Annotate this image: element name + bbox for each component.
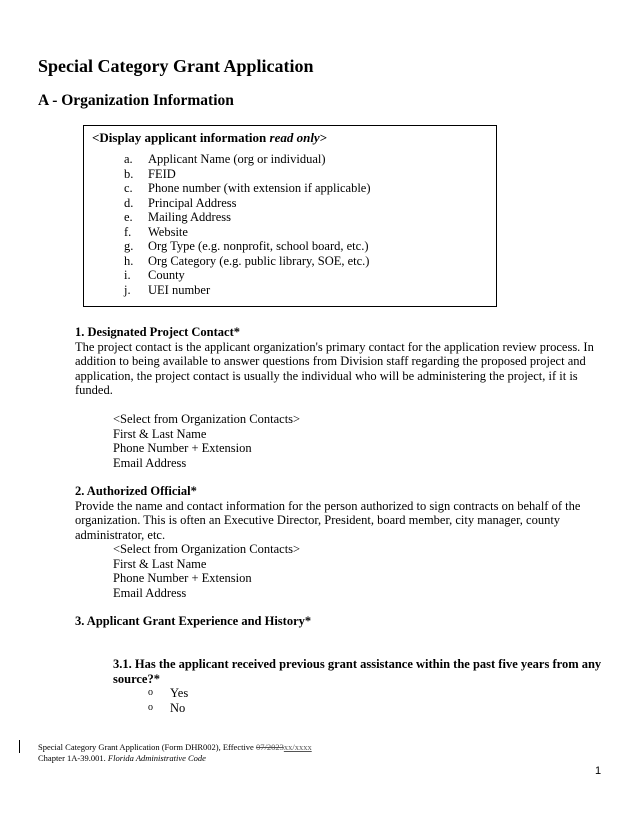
question-2-fields (113, 542, 300, 600)
list-item: d. Principal Address (124, 195, 237, 210)
list-item: j. UEI number (124, 282, 211, 297)
contact-select-field[interactable]: <Select from Organization Contacts> (113, 542, 301, 556)
question-2-body: Provide the name and contact information for the person authorized to sign contracts on behalf of the organization. This is often an Executive Director, President, board member, city manager, county administrator, etc. (75, 498, 581, 542)
question-2-heading: 2. Authorized Official* (75, 484, 197, 498)
phone-field: Phone Number + Extension (113, 571, 252, 585)
question-1-heading: 1. Designated Project Contact* (75, 325, 241, 339)
info-list (124, 152, 371, 297)
info-box-title: <Display applicant information read only> (92, 130, 328, 145)
question-1-body: The project contact is the applicant organization's primary contact for the application review process. In addition to being available to answer questions from Division staff regarding the proposed project and application, the project contact is usually the individual who will be administering the project, if it is funded. (75, 339, 594, 397)
list-item: a. Applicant Name (org or individual) (124, 152, 326, 166)
answer-options (148, 686, 188, 715)
contact-select-field[interactable]: <Select from Organization Contacts> (113, 412, 301, 426)
document-title: Special Category Grant Application (38, 56, 314, 76)
question-3-heading: 3. Applicant Grant Experience and History* (75, 614, 312, 628)
email-field: Email Address (113, 585, 187, 600)
email-field: Email Address (113, 455, 187, 470)
radio-bullet-icon: o (148, 687, 153, 698)
option-yes[interactable]: o Yes (148, 686, 189, 700)
list-item: c. Phone number (with extension if applicable) (124, 181, 371, 195)
question-3-1: 3.1. Has the applicant received previous grant assistance within the past five years from any source?* (113, 657, 602, 686)
list-item: h. Org Category (e.g. public library, SOE, etc.) (124, 253, 370, 268)
list-item: g. Org Type (e.g. nonprofit, school board, etc.) (124, 239, 369, 253)
name-field: First & Last Name (113, 556, 207, 571)
name-field: First & Last Name (113, 426, 207, 441)
applicant-info-box (83, 125, 497, 307)
question-2 (75, 484, 600, 542)
list-item: e. Mailing Address (124, 210, 231, 224)
section-heading: A - Organization Information (38, 92, 234, 109)
list-item: b. FEID (124, 166, 176, 181)
list-item: f. Website (124, 224, 188, 239)
revision-bar (19, 740, 20, 753)
radio-bullet-icon: o (148, 701, 153, 713)
page-footer: Special Category Grant Application (Form DHR002), Effective 07/2023xx/xxxx Chapter 1A-39.001. Florida Administrative Code (38, 742, 312, 763)
list-item: i. County (124, 268, 185, 282)
question-1-fields (113, 412, 300, 470)
option-no[interactable]: o No (148, 700, 186, 715)
page-number: 1 (595, 765, 602, 777)
question-1 (75, 325, 600, 398)
question-3 (75, 614, 600, 629)
phone-field: Phone Number + Extension (113, 441, 252, 455)
